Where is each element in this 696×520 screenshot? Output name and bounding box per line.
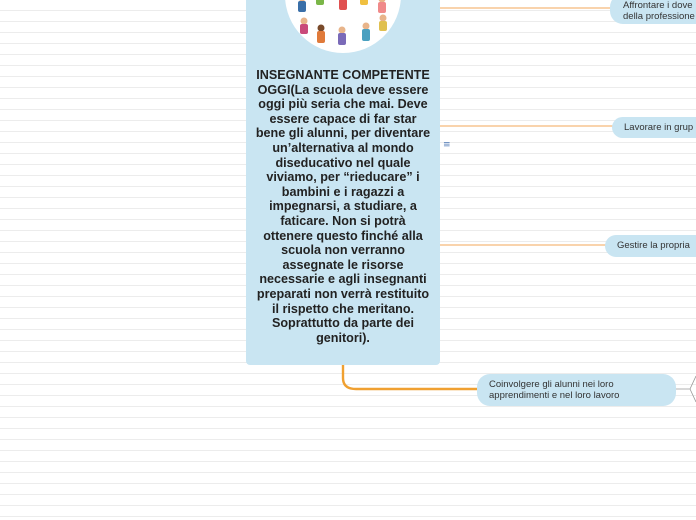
topic-label: Gestire la propria <box>617 240 690 251</box>
notes-icon[interactable]: ≡ <box>443 140 451 150</box>
central-topic[interactable] <box>246 0 440 365</box>
topic-lavorare-in-gruppo[interactable] <box>612 117 696 138</box>
topic-label: Lavorare in grup <box>624 122 694 133</box>
central-topic-text: INSEGNANTE COMPETENTE OGGI(La scuola deve essere oggi più seria che mai. Deve essere capace di far star bene gli alunni, per diventare un’alternativa al mondo diseducativo nel quale viviamo, per “rieducare” i bambini e i ragazzi a impegnarsi, a studiare, a faticare. Non si potrà ottenere questo finché alla scuola non verranno assegnate le risorse necessarie e agli insegnanti preparati non verrà restituito il rispetto che meritano. Soprattutto da parte dei genitori). <box>255 68 431 345</box>
topic-label-line: apprendimenti e nel loro lavoro <box>489 390 620 401</box>
connector-to-topic-4 <box>343 364 478 389</box>
subbranch-lines <box>676 376 696 402</box>
topic-coinvolgere-alunni[interactable] <box>477 374 676 406</box>
topic-label-line: Affrontare i dove <box>623 0 693 11</box>
topic-gestire-la-propria[interactable] <box>605 235 696 257</box>
topic-affrontare-doveri[interactable] <box>610 0 696 24</box>
topic-label-line: della professione <box>623 11 695 22</box>
topic-label-line: Coinvolgere gli alunni nei loro <box>489 379 614 390</box>
children-circle-illustration <box>284 0 402 65</box>
